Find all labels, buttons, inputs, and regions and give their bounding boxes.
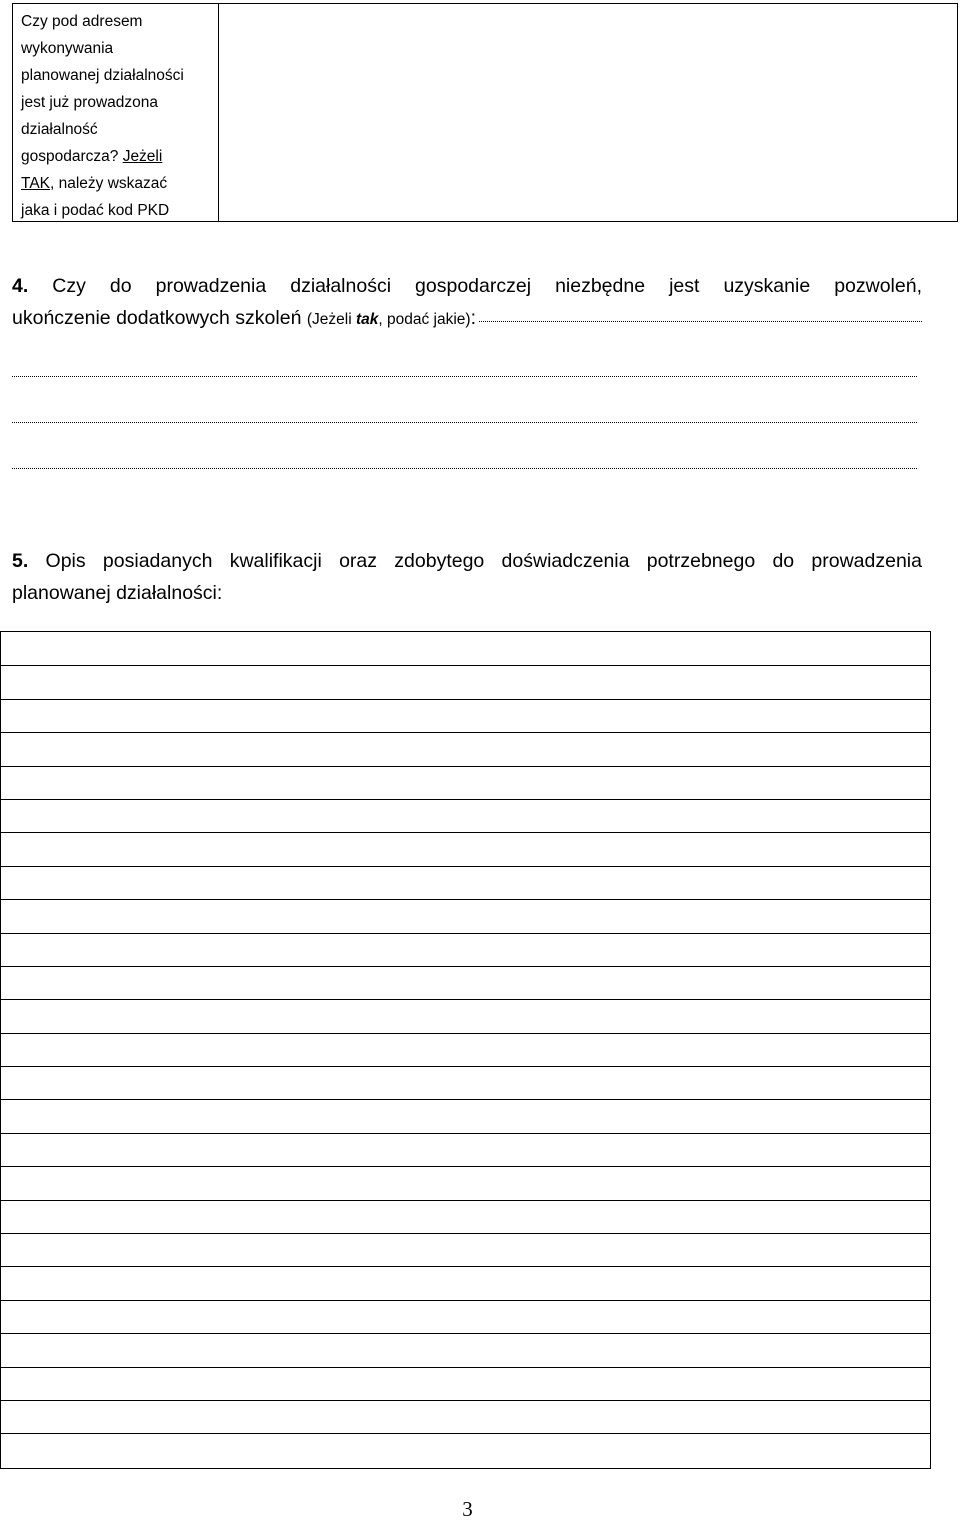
- answer-row[interactable]: [1, 632, 930, 665]
- question-4-number: 4.: [12, 275, 29, 297]
- label-line: wykonywania: [21, 40, 114, 57]
- question-4: [12, 270, 922, 336]
- answer-row[interactable]: [1, 899, 930, 932]
- question-5-number: 5.: [12, 550, 29, 572]
- answer-row[interactable]: [1, 1300, 930, 1333]
- answer-row[interactable]: [1, 866, 930, 899]
- question-4-hint-emphasis: tak: [355, 311, 379, 328]
- answer-row[interactable]: [1, 832, 930, 865]
- label-text: , należy wskazać: [50, 175, 168, 192]
- label-underlined-jezeli: Jeżeli: [122, 148, 163, 165]
- answer-row[interactable]: [1, 699, 930, 732]
- question-5-answer-table: [0, 631, 931, 1469]
- answer-row[interactable]: [1, 933, 930, 966]
- address-activity-question: [13, 4, 219, 221]
- answer-row[interactable]: [1, 1133, 930, 1166]
- answer-row[interactable]: [1, 1367, 930, 1400]
- answer-row[interactable]: [1, 1099, 930, 1132]
- label-text: gospodarcza?: [21, 148, 119, 165]
- question-5-line-1: [12, 545, 922, 577]
- question-4-text-continued: ukończenie dodatkowych szkoleń: [12, 307, 302, 329]
- question-4-line-2: [12, 302, 922, 336]
- page-number: 3: [462, 1497, 473, 1521]
- answer-row[interactable]: [1, 1033, 930, 1066]
- address-activity-table: [12, 3, 958, 222]
- answer-row[interactable]: [1, 1266, 930, 1299]
- question-4-answer-line-3[interactable]: [12, 422, 917, 423]
- answer-row[interactable]: [1, 1400, 930, 1433]
- label-line: jest już prowadzona: [21, 94, 158, 111]
- label-line: planowanej działalności: [21, 67, 184, 84]
- question-5: [12, 545, 922, 609]
- answer-row[interactable]: [1, 1333, 930, 1366]
- label-underlined-tak: TAK: [21, 175, 50, 192]
- label-line: [21, 170, 210, 197]
- answer-row[interactable]: [1, 766, 930, 799]
- answer-row[interactable]: [1, 1200, 930, 1233]
- answer-row[interactable]: [1, 999, 930, 1032]
- answer-row[interactable]: [1, 1433, 930, 1466]
- question-4-answer-line-1[interactable]: [479, 311, 922, 322]
- answer-row[interactable]: [1, 1233, 930, 1266]
- label-line: Czy pod adresem: [21, 13, 143, 30]
- answer-row[interactable]: [1, 732, 930, 765]
- label-line: [21, 143, 210, 170]
- answer-row[interactable]: [1, 1166, 930, 1199]
- question-5-text: Opis posiadanych kwalifikacji oraz zdobytego doświadczenia potrzebnego do prowadzenia: [45, 550, 922, 572]
- question-4-answer-line-4[interactable]: [12, 468, 917, 469]
- label-line: jaka i podać kod PKD: [21, 202, 170, 219]
- question-4-answer-line-2[interactable]: [12, 376, 917, 377]
- label-line: działalność: [21, 121, 98, 138]
- address-activity-answer-field[interactable]: [219, 4, 957, 221]
- question-4-hint: (Jeżeli tak, podać jakie): [306, 311, 471, 328]
- answer-row[interactable]: [1, 799, 930, 832]
- question-4-text: Czy do prowadzenia działalności gospodarczej niezbędne jest uzyskanie pozwoleń,: [52, 275, 923, 297]
- question-4-colon: :: [470, 307, 476, 329]
- answer-row[interactable]: [1, 1066, 930, 1099]
- answer-row[interactable]: [1, 966, 930, 999]
- answer-row[interactable]: [1, 665, 930, 698]
- question-4-line-1: [12, 270, 922, 302]
- question-5-line-2: planowanej działalności:: [12, 582, 223, 604]
